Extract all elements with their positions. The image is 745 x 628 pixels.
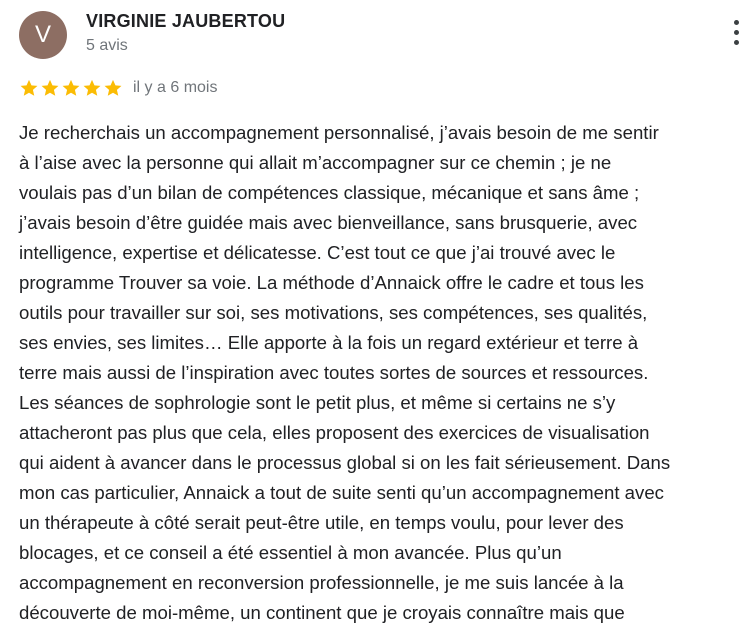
star-icon bbox=[82, 78, 102, 98]
more-dot bbox=[734, 30, 739, 35]
review-date: il y a 6 mois bbox=[133, 79, 218, 96]
review-text: Je recherchais un accompagnement personnalisé, j’avais besoin de me sentir à l’aise avec la personne qui allait m’accompagner sur ce chemin ; je ne voulais pas d’un bilan de compétences classique, mécanique et sans âme ; j’avais besoin d’être guidée mais avec bienveillance, sans brusquerie, avec intelligence, expertise et délicatesse. C’est tout ce que j’ai trouvé avec le programme Trouver sa voie. La méthode d’Annaick offre le cadre et tous les outils pour travailler sur soi, ses motivations, ses compétences, ses qualités, ses envies, ses limites… Elle apporte à la fois un regard extérieur et terre à terre mais aussi de l’inspiration avec toutes sortes de sources et ressources. Les séances de sophrologie sont le petit plus, et même si certains ne s’y attacheront pas plus que cela, elles proposent des exercices de visualisation qui aident à avancer dans le processus global si on les fait sérieusement. Dans mon cas particulier, Annaick a tout de suite senti qu’un accompagnement avec un thérapeute à côté serait peut-être utile, en temps voulu, pour lever des blocages, et ce conseil a été essentiel à mon avancée. Plus qu’un accompagnement en reconversion professionnelle, je me suis lancée à la découverte de moi-même, un continent que je croyais connaître mais que bbox=[19, 122, 671, 623]
star-icon bbox=[61, 78, 81, 98]
more-dot bbox=[734, 40, 739, 45]
star-icon bbox=[103, 78, 123, 98]
author-review-count: 5 avis bbox=[86, 37, 128, 54]
more-dot bbox=[734, 20, 739, 25]
star-rating bbox=[19, 78, 124, 98]
star-icon bbox=[40, 78, 60, 98]
rating-row bbox=[19, 77, 217, 99]
more-vert-icon[interactable] bbox=[726, 20, 745, 54]
star-icon bbox=[19, 78, 39, 98]
avatar[interactable]: V bbox=[19, 11, 67, 59]
author-name[interactable]: VIRGINIE JAUBERTOU bbox=[86, 11, 286, 31]
